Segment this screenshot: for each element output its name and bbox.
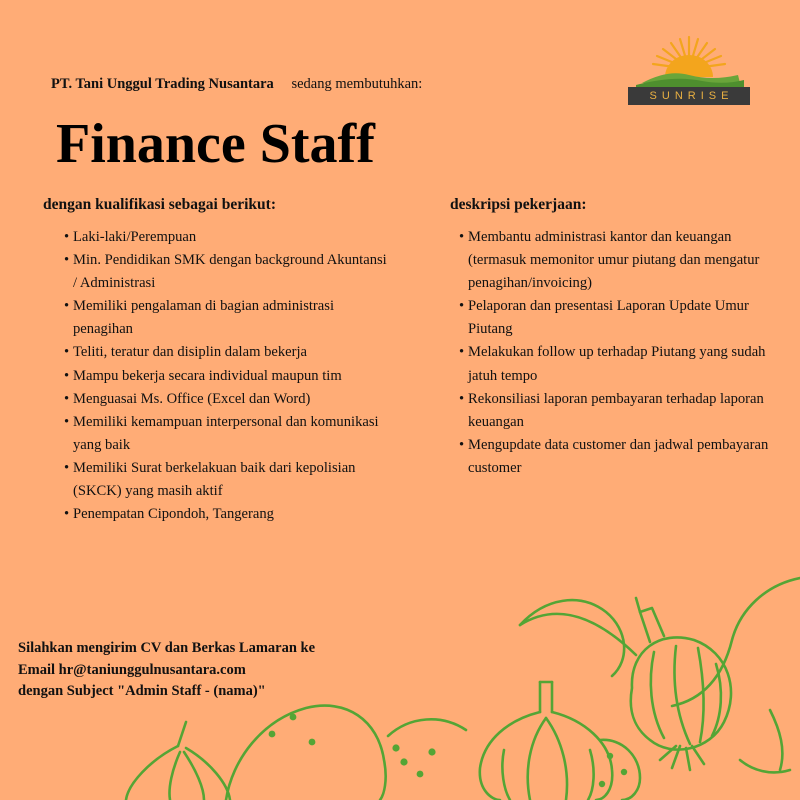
footer-email: Email hr@taniunggulnusantara.com [18, 661, 246, 678]
bullet-icon: • [64, 344, 70, 361]
sunrise-icon [628, 35, 750, 87]
bullet-icon: • [64, 459, 70, 476]
bullet-icon: • [64, 413, 70, 430]
application-instructions [18, 638, 315, 703]
bullet-icon: • [64, 229, 70, 245]
bullet-icon: • [64, 390, 70, 407]
list-item [64, 411, 394, 457]
qualifications-list [64, 226, 394, 526]
sunrise-logo [628, 35, 750, 107]
list-item [64, 365, 394, 388]
bullet-icon: • [459, 298, 465, 315]
list-item [64, 341, 394, 364]
list-item [459, 434, 779, 480]
job-description-list [459, 226, 779, 480]
qualifications-heading: dengan kualifikasi sebagai berikut: [43, 196, 276, 213]
list-item [64, 388, 394, 411]
company-name: PT. Tani Unggul Trading Nusantara [51, 76, 274, 92]
bullet-icon: • [64, 367, 70, 384]
bullet-icon: • [459, 436, 465, 453]
bullet-icon: • [459, 229, 465, 245]
header-line [51, 76, 422, 93]
logo-text: SUNRISE [628, 87, 750, 105]
list-item-text: Memiliki pengalaman di bagian administrasi penagihan [73, 298, 335, 338]
bullet-icon: • [459, 344, 465, 361]
list-item [459, 341, 779, 387]
job-description-heading: deskripsi pekerjaan: [450, 196, 587, 213]
list-item [64, 226, 394, 249]
job-title: Finance Staff [56, 113, 375, 175]
list-item-text: Laki-laki/Perempuan [73, 229, 197, 245]
list-item-text: Min. Pendidikan SMK dengan background Akuntansi / Administrasi [73, 252, 387, 292]
footer-line-1: Silahkan mengirim CV dan Berkas Lamaran ke [18, 640, 316, 656]
bullet-icon: • [64, 252, 70, 269]
list-item [64, 457, 394, 503]
bullet-icon: • [64, 298, 70, 315]
list-item-text: Rekonsiliasi laporan pembayaran terhadap laporan keuangan [468, 390, 764, 430]
bullet-icon: • [459, 390, 465, 407]
list-item-text: Menguasai Ms. Office (Excel dan Word) [73, 390, 311, 407]
list-item-text: Melakukan follow up terhadap Piutang yang sudah jatuh tempo [468, 344, 766, 384]
list-item-text: Penempatan Cipondoh, Tangerang [73, 506, 274, 523]
list-item-text: Mengupdate data customer dan jadwal pembayaran customer [468, 436, 769, 476]
list-item-text: Memiliki kemampuan interpersonal dan komunikasi yang baik [73, 413, 379, 453]
list-item-text: Mampu bekerja secara individual maupun tim [73, 367, 342, 384]
list-item [459, 226, 779, 295]
list-item-text: Teliti, teratur dan disiplin dalam bekerja [73, 344, 308, 361]
list-item-text: Membantu administrasi kantor dan keuangan (termasuk memonitor umur piutang dan mengatur penagihan/invoicing) [468, 229, 760, 292]
list-item [459, 388, 779, 434]
list-item [64, 249, 394, 295]
hiring-text: sedang membutuhkan: [291, 76, 423, 92]
list-item [64, 295, 394, 341]
list-item-text: Pelaporan dan presentasi Laporan Update Umur Piutang [468, 298, 749, 338]
footer-subject: dengan Subject "Admin Staff - (nama)" [18, 683, 266, 699]
list-item-text: Memiliki Surat berkelakuan baik dari kepolisian (SKCK) yang masih aktif [73, 459, 356, 500]
list-item [64, 503, 394, 526]
list-item [459, 295, 779, 341]
bullet-icon: • [64, 506, 70, 523]
